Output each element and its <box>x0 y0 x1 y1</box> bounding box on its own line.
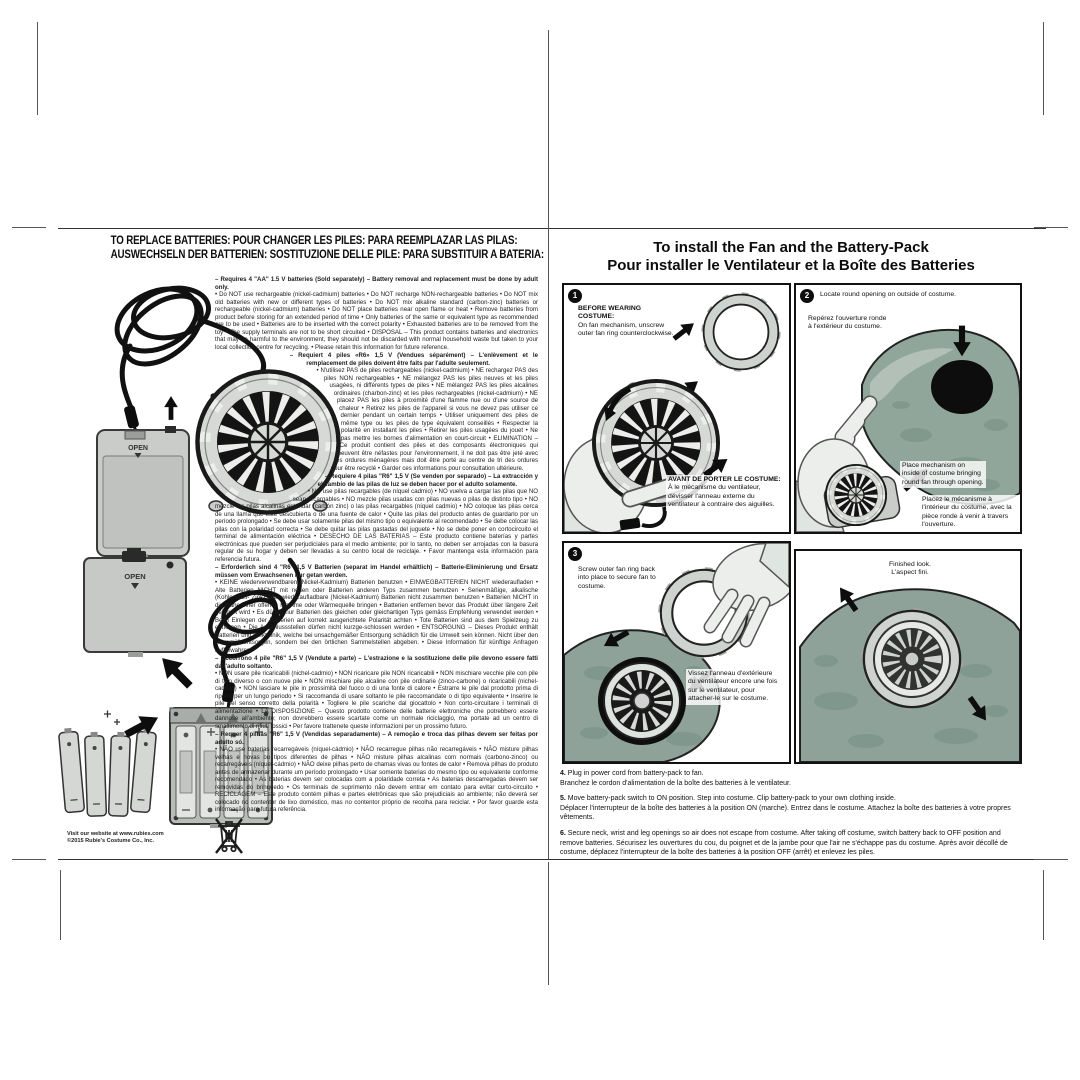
crop-mark-top-right <box>1043 22 1044 115</box>
fold-mark-bottom-left <box>60 870 61 940</box>
section-body-german: • KEINE wiederverwendbaren (Nickel-Kadmium) Batterien benutzen • EINWEGBATTERIEN NICHT wiederaufladen • Alte Batterien NICHT mit neuen oder Batterien anderen Typs zusammen benutzen • Serienmäßige, alkalische (Kohlenstoff- Zink) oder wiederaufladbare (Nickel-Kadmium) Batterien nicht zusammen benutzen • Batterien NICHT in die Nähe einer offenen Flamme oder Wärmequelle bringen • Batterien entfernen bevor das Produkt über längere Zeit gelagert wird • Es dürfen nur Batterien des gleichen oder gleichartigen Typs gemäss Empfehlung verwendet werden • Beim Einlegen der Batterien auf korrekt ausgerichtete Polarität achten • Tote Batterien sind aus dem Spielzeug zu entfernen • Die Anschlussstellen dürfen nicht kurzge-schlossen werden • ENTSORGUNG – Dieses Produkt enthält Batterien und Elektronik, welche bei unsachgemäßer Entsorgung schädlich für die Umwelt sein können. Nicht über den Hausmüll entsorgen, sondern bei den örtlichen Sammelstellen abgeben. • Diese Information für künftige Anfragen aufbewahren. <box>215 579 538 654</box>
crop-dash-left-bottom <box>12 859 46 860</box>
footer <box>67 831 164 845</box>
fold-mark-bottom-center <box>548 862 549 985</box>
crop-mark-top-center <box>548 30 549 228</box>
left-page-title-line2: AUSWECHSELN DER BATTERIEN: SOSTITUZIONE DELLE PILE: PARA SUBSTITUIR A BATERIA: <box>110 247 544 261</box>
step5-text: 5. Move battery-pack switch to ON position. Step into costume. Clip battery-pack to your own clothing inside. Déplacer l'interrupteur de la boîte des batteries à la position ON (marche). Entrez dans le costume. Attachez la boîte des batteries à votre propres vêtements. <box>560 795 1011 822</box>
step6-text: 6. Secure neck, wrist and leg openings so air does not escape from costume. After taking off costume, switch battery back to OFF position and remove batteries. Sécurisez les ouvertures du cou, du poignet et de la jambe pour que l'air ne s'échappe pas du costume. Après avoir décollé de costume, déplacez l'interrupteur de la boîte des batteries à la position OFF (arrêt) et enlevez les piles. <box>560 829 1008 857</box>
language-section-english <box>215 276 538 351</box>
step-box-1 <box>562 283 791 534</box>
step-box-2 <box>794 283 1022 534</box>
section-body-portuguese: • NÃO use baterias recarregáveis (níquel-cádmio) • NÃO recarregue pilhas não recarregáveis • NÃO misture pilhas velhas e novas ou tipos diferentes de pilhas • NÃO misture pilhas alcalinas com normais (carbono-zinco) ou recarregáveis (níquel-cádmio) • NÃO deixe pilhas perto de chamas vivas ou fontes de calor • Remova pilhas do produto antes de armazenar durante um período prolongado • Usar somente baterias do mesmo tipo ou equivalente conforme recomendado • As baterias devem ser colocadas com a polaridade correta • As baterias descarregadas devem ser removidas do brinquedo • Os terminais de suprimento não devem entrar em contato para evitar curto-circuito • RECICLAGEM – Este produto contém pilhas e partes eletrônicas que são prejudiciais ao ambiente; não deverá ser colocado no contentor de lixo doméstico, mas no contentor próprio de recolha para reciclar. • Por favor guarde esta informação para futura referência. <box>215 746 538 813</box>
right-page-title-line2: Pour installer le Ventilateur et la Boîte des Batteries <box>607 257 975 274</box>
weee-crossed-bin-icon <box>214 814 244 854</box>
step3-badge: 3 <box>568 547 582 561</box>
language-section-portuguese <box>215 731 538 814</box>
installed-fan-illustration <box>864 611 960 707</box>
step2-fr2-text: Placez le mécanisme à l'intérieur du costume, avec la pièce ronde à venir à travers l'ouverture. <box>920 495 1020 531</box>
step1-fr-text: AVANT DE PORTER LE COSTUME: À le mécanisme du ventilateur, dévisser l'anneau externe du ventilateur à contraire des aiguilles. <box>666 475 788 511</box>
right-page-title-line1: To install the Fan and the Battery-Pack <box>653 239 929 256</box>
language-section-german <box>215 564 538 654</box>
small-fan-illustration <box>823 465 901 529</box>
left-page-title-line1: TO REPLACE BATTERIES: POUR CHANGER LES PILES: PARA REEMPLAZAR LAS PILAS: <box>110 233 518 247</box>
footer-copyright: ©2015 Rubie's Costume Co., Inc. <box>67 838 154 844</box>
section-intro-english: – Requires 4 "AA" 1.5 V batteries (Sold separately) – Battery removal and replacement must be done by adult only. <box>215 276 538 291</box>
section-body-french: • N'utilisez PAS de piles rechargeables (nickel-cadmium) • NE rechargez PAS des piles NON rechargeables • NE mélangez PAS les piles neuves et les piles usagées, ni différents types de piles • NE mélangez PAS les piles alcalines ordinaires (charbon-zinc) et les piles rechargeables (nickel-cadmium) • NE placez PAS les piles à proximité d'une flamme nue ou d'une source de chaleur • Retirez les piles de l'appareil si vous ne devez pas utiliser ce dernier pendant un certain temps • Utiliser uniquement des piles de même type ou les piles de type équivalent conseillés • Respecter la polarité en installant les piles • Retirer les piles usagées du jouet • Ne pas mettre les bornes d'alimentation en court-circuit • ELIMINATION – Ce produit contient des piles et des composants électroniques qui peuvent être néfastes pour l'environnement, il ne doit pas être jeté avec les ordures ménagères mais doit être porté au centre de tri des ordures pour être recyclé • Garder ces informations pour consultation ultérieure. <box>316 367 538 472</box>
language-section-italian <box>215 655 538 730</box>
top-rule <box>58 228 1046 229</box>
crop-mark-top-left <box>37 22 38 115</box>
fold-mark-bottom-right <box>1043 870 1044 940</box>
crop-dash-right-top <box>1034 227 1068 228</box>
finished-look-text: Finished look. L'aspect fini. <box>889 561 931 577</box>
finished-look-illustration <box>796 551 1020 762</box>
step-box-3 <box>562 541 791 764</box>
step1-en-text: BEFORE WEARING COSTUME: On fan mechanism, unscrew outer fan ring counterclockwise. <box>578 305 674 338</box>
step2-en2-text: Place mechanism on inside of costume bringing round fan through opening. <box>900 461 986 488</box>
multilingual-instructions <box>215 276 538 815</box>
switch-arrow <box>164 396 178 420</box>
crop-dash-left-top <box>12 227 46 228</box>
bottom-steps <box>560 769 1021 864</box>
loose-batteries <box>58 727 156 816</box>
step4-text: 4. Plug in power cord from battery-pack to fan. Branchez le cordon d'alimentation de la boîte des batteries à le ventilateur. <box>560 770 791 787</box>
battery-pack-body <box>97 426 189 561</box>
outer-ring-illustration <box>704 295 779 370</box>
step2-en-text: Locate round opening on outside of costume. <box>820 291 957 298</box>
step3-fr-text: Vissez l'anneau d'extérieure du ventilateur encore une fois sur le ventilateur, pour attacher-le sur le costume. <box>686 669 782 705</box>
section-intro-portuguese: – Requer 4 pilhas "R6" 1,5 V (Vendidas separadamente) – A remoção e troca das pilhas devem ser feitas por adulto só. <box>215 731 538 746</box>
step2-fr-text: Repérez l'ouverture ronde à l'extérieur du costume. <box>808 315 887 331</box>
section-intro-spanish: – Requiere 4 pilas "R6" 1,5 V (Se venden por separado) – La extracción y el cambio de las pilas de luz se deben hacer por el adulto solamente. <box>317 473 538 488</box>
section-body-italian: • NON usare pile ricaricabili (nichel-cadmio) • NON ricaricare pile NON ricaricabili • NON mischiare vecchie pile con pile di tipo diverso o con nuove pile • NON mischiare pile alcaline con pile ordinarie (zinco-carbone) o ricaricabili (nichel-cadmio) • NON lasciare le pile in prossimità del fuoco o di una fonte di calore • Estrarre le pile dal prodotto prima di riporlo per un lungo periodo • Si raccomanda di usare soltanto le pile raccomandate o di tipo equivalente • Inserire le pile nel senso corretto della polarità • Togliere le pile scariche dal giocattolo • Non corto-circuitare i terminali di alimentazione • LA DISPOSIZIONE – Questo prodotto contiene delle batterie elettroniche che potrebbero essere dannose all'ambiente; non dovrebbero essere scartate come un normale riciclaggio, ma portate ad un centro di smaltimento di rifiuti tossici • Per favore trattenete queste informazioni per un prossimo futuro. <box>215 670 538 730</box>
section-body-spanish: • NO use pilas recargables (de níquel cadmio) • NO vuelva a cargar las pilas que NO sean recargables • NO mezcle pilas usadas con pilas nuevas o pilas de distinto tipo • NO mezcle las pilas alcalinas estándar (carbón zinc) o las pilas recargables (níquel cadmio) • NO coloque las pilas cerca de una llama que esté descubierta o de una fuente de calor • Quite las pilas del producto antes de guardarlo por un período prolongado • Se debe usar solamente pilas del mismo tipo o equivalente al recomendado • Se debe colocar las pilas con la polaridad correcta • Se debe quitar las pilas gastadas del juguete • No se debe poner en cortocircuito el terminal de alimentación eléctrica • DESECHO DE LAS BATERIAS – Este producto contiene baterías y partes electrónicas que pueden ser perjudiciales para el medio ambiente; por lo tanto, no deben ser arrojadas con la basura regular de su hogar y deben ser llevadas a su centro local de reciclaje. • Favor mantenga esta información para referencia futura. <box>215 488 538 563</box>
section-intro-french: – Requiert 4 piles «R6» 1,5 V (Vendues séparément) – L'enlèvement et le remplacement de piles doivent être faits par l'adulte seulement. <box>289 352 538 367</box>
section-body-english: • Do NOT use rechargeable (nickel-cadmium) batteries • Do NOT recharge NON-rechargeable batteries • Do NOT mix old batteries with new or different types of batteries • Do NOT mix alkaline standard (carbon-zinc) batteries or rechargeable (nickel-cadmium) batteries • Do NOT place batteries near open flame or heat • Remove batteries from product before storing for an extended period of time • Only batteries of the same or equivalent type as recommended are to be used • Batteries are to be inserted with the correct polarity • Exhausted batteries are to be removed from the toy • The supply terminals are not to be short circuited • DISPOSAL – This product contains batteries and electronics that may be harmful to the environment, they should not be discarded with normal household waste but taken to your local collection centre for recycling. • Please retain this information for future reference. <box>215 291 538 351</box>
step1-badge: 1 <box>568 289 582 303</box>
open-label-pack: OPEN <box>128 445 148 452</box>
hand-illustration <box>704 543 789 641</box>
step2-badge: 2 <box>800 289 814 303</box>
step3-en-text: Screw outer fan ring back into place to secure fan to costume. <box>576 565 662 592</box>
open-label-lid: OPEN <box>124 572 146 581</box>
page-divider <box>548 228 549 859</box>
footer-website: Visit our website at www.rubies.com <box>67 831 164 837</box>
finished-look-box <box>794 549 1022 764</box>
crop-dash-right-bottom <box>1034 859 1068 860</box>
section-intro-german: – Erforderlich sind 4 "R6" 1,5 V Batterien (separat im Handel erhältlich) – Batterie-Eliminierung und Ersatz müssen vom Erwachsenen nur getan werden. <box>215 564 538 579</box>
section-intro-italian: – Occorrono 4 pile "R6" 1,5 V (Vendute a parte) – L'estrazione e la sostituzione delle pile devono essere fatti dall'adulto soltanto. <box>215 655 538 670</box>
